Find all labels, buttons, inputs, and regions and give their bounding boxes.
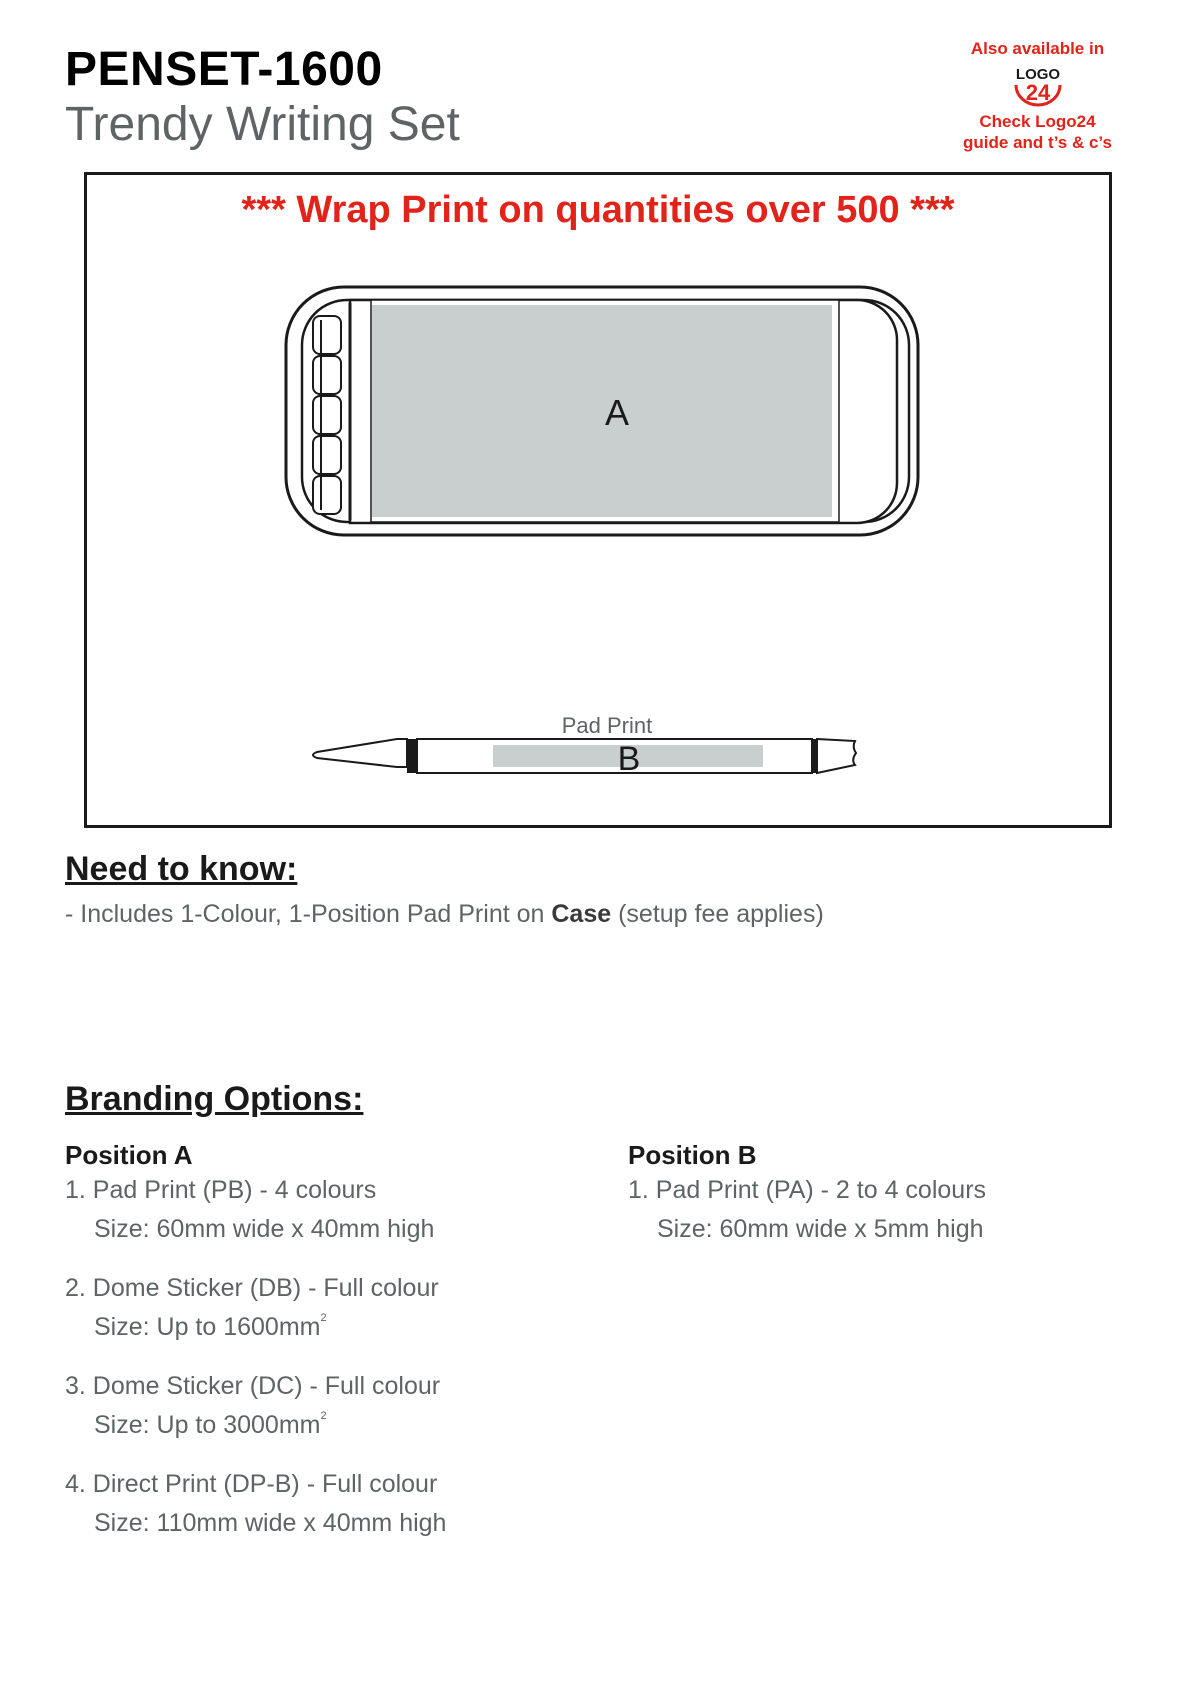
print-area-a [372, 305, 832, 517]
position-b-column [628, 1140, 1148, 1273]
need-to-know-heading: Need to know: [65, 850, 298, 888]
need-to-know-suffix: (setup fee applies) [611, 900, 824, 928]
option-label: 4. Direct Print (DP-B) - Full colour [65, 1470, 438, 1498]
logo24-badge-icon [1010, 63, 1066, 107]
position-a-column [65, 1140, 585, 1567]
position-b-option [628, 1175, 1148, 1244]
option-size: Size: Up to $1600mm^2$ [94, 1312, 327, 1341]
position-b-heading: Position B [628, 1140, 757, 1170]
product-illustration [87, 175, 1109, 825]
need-to-know-bold: Case [551, 900, 612, 928]
option-size: Size: 60mm wide x 40mm high [94, 1215, 435, 1243]
option-size: Size: Up to $3000mm^2$ [94, 1410, 327, 1439]
option-label: 2. Dome Sticker (DB) - Full colour [65, 1274, 439, 1302]
need-to-know-prefix: - Includes 1-Colour, 1-Position Pad Print on [65, 900, 552, 928]
logo24-check-text: Check Logo24 [979, 112, 1096, 131]
option-size: Size: 60mm wide x 5mm high [657, 1215, 984, 1243]
option-size: Size: 110mm wide x 40mm high [94, 1509, 447, 1537]
need-to-know-item [65, 900, 824, 929]
logo24-terms-text: guide and t’s & c’s [963, 133, 1112, 152]
pen-drawing [313, 713, 856, 778]
pad-print-label: Pad Print [561, 713, 653, 738]
wrap-print-banner: *** Wrap Print on quantities over 500 *** [241, 189, 955, 231]
position-a-heading: Position A [65, 1140, 193, 1170]
product-code: PENSET-1600 [65, 43, 383, 96]
logo24-notice [950, 38, 1125, 153]
product-name: Trendy Writing Set [65, 98, 460, 151]
position-a-label: A [604, 392, 630, 433]
product-diagram [84, 172, 1112, 828]
pen-case-drawing [286, 287, 918, 535]
option-label: 1. Pad Print (PB) - 4 colours [65, 1176, 377, 1204]
option-label: 3. Dome Sticker (DC) - Full colour [65, 1372, 441, 1400]
logo24-badge-word: LOGO [1015, 66, 1060, 83]
position-a-option [65, 1273, 585, 1342]
position-a-option [65, 1371, 585, 1440]
position-b-label: B [617, 740, 641, 778]
position-a-option [65, 1469, 585, 1538]
logo24-available-text: Also available in [970, 39, 1105, 58]
branding-options-heading: Branding Options: [65, 1080, 364, 1118]
option-label: 1. Pad Print (PA) - 2 to 4 colours [628, 1176, 987, 1204]
position-a-option [65, 1175, 585, 1244]
logo24-badge-number: 24 [1025, 80, 1050, 105]
